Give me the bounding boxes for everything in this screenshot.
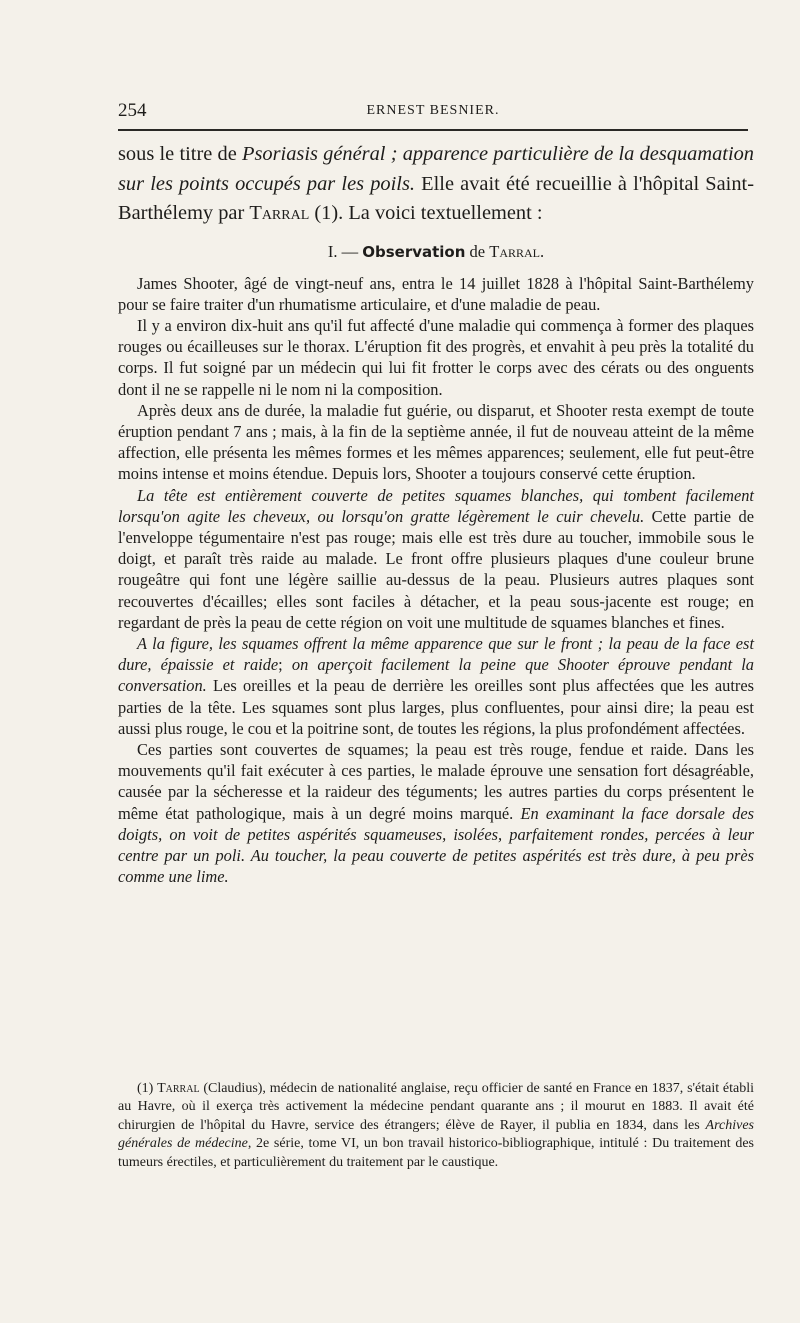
observation-paragraph: Il y a environ dix-huit ans qu'il fut affecté d'une maladie qui commença à former des plaques rouges ou écailleuses sur le thorax. L'éruption fit des progrès, et envahit à peu près la totalité du corps. Il fut soigné par un médecin qui lui fit frotter le corps avec des cérats ou des onguents dont il ne se rappelle ni le nom ni la composition.: [118, 315, 754, 399]
observation-paragraph: [118, 739, 754, 887]
body-text: [118, 140, 754, 887]
observation-de: de: [469, 241, 486, 261]
paragraph-text: Cette partie de l'enveloppe tégumentaire n'est pas rouge; mais elle est très dure au toucher, immobile sous le doigt, et paraît très raide au malade. Le front offre plusieurs plaques d'une couleur brune rougeâtre qui font une légère saillie au-dessus de la peau. Plusieurs autres plaques sont recouvertes d'écailles; elles sont faciles à détacher, et la peau sous-jacente est rouge; en regardant de près la peau de cette région on voit une multitude de squames blanches et fines.: [118, 506, 754, 632]
intro-text: Elle avait été recueillie à l'hôpital Saint-Barthélemy par: [118, 172, 754, 224]
footnote-body: (Claudius), médecin de nationalité anglaise, reçu officier de santé en France en 1837, s'était établi au Havre, où il exerça très activement la médecine pendant quarante ans ; il mourut en 1883. Il avait été chirurgien de l'hôpital du Havre, service des étrangers; élève de Rayer, il publia en 1834, dans les: [118, 1081, 755, 1133]
intro-text: sous le titre de: [118, 143, 243, 165]
observation-paragraph: Après deux ans de durée, la maladie fut guérie, ou disparut, et Shooter resta exempt de toute éruption pendant 7 ans ; mais, à la fin de la septième année, il fut de nouveau atteint de la même affection, elle présenta les mêmes formes et les mêmes apparences; seulement, elle fut peut-être moins intense et moins étendue. Depuis lors, Shooter a toujours conservé cette éruption.: [118, 400, 754, 484]
footnote: [118, 1080, 754, 1172]
header-rule: [118, 129, 748, 131]
footnote-text: [118, 1080, 754, 1172]
paragraph-text: Les oreilles et la peau de derrière les oreilles sont plus affectées que les autres parties de la tête. Les squames sont plus larges, plus confluentes, pour ainsi dire; la peau est aussi plus rouge, le cou et la poitrine sont, de toutes les régions, la plus profondément affectées.: [118, 676, 754, 738]
intro-paragraph: [118, 140, 754, 229]
footnote-body: , 2e série, tome VI, un bon travail historico-bibliographique, intitulé : Du traitement des tumeurs érectiles, et particulièrement du traitement par le caustique.: [118, 1136, 754, 1170]
intro-text: (1). La voici textuellement :: [309, 202, 543, 224]
observation-paragraph: [118, 633, 754, 739]
observation-paragraph: James Shooter, âgé de vingt-neuf ans, entra le 14 juillet 1828 à l'hôpital Saint-Barthélemy pour se faire traiter d'un rhumatisme articulaire, et d'une maladie de peau.: [118, 273, 754, 314]
observation-number: I. —: [327, 241, 359, 261]
italic-text: A la figure, les squames offrent la même apparence que sur le front ; la peau de la face est dure, épaissie et raide: [118, 633, 754, 675]
intro-italic-title: Psoriasis général ; apparence particulière de la desquamation sur les points occupés par les poils.: [118, 143, 754, 195]
paragraph-text: Ces parties sont couvertes de squames; la peau est très rouge, fendue et raide. Dans les mouvements qu'il fait exécuter à ces parties, le malade éprouve une sensation fort désagréable, causée par la sécheresse et la raideur des téguments; les autres parties du corps présentent le même état pathologique, mais à un degré moins marqué.: [118, 739, 754, 823]
italic-text: on aperçoit facilement la peine que Shooter éprouve pendant la conversation.: [118, 655, 755, 696]
observation-heading: [118, 241, 754, 263]
italic-text: La tête est entièrement couverte de petites squames blanches, qui tombent facilement lorsqu'on agite les cheveux, ou lorsqu'on gratte légèrement le cuir chevelu.: [118, 485, 754, 526]
page-number: 254: [118, 100, 147, 121]
footnote-marker: (1): [137, 1081, 158, 1096]
running-title: ERNEST BESNIER.: [366, 103, 500, 118]
running-header: [118, 100, 748, 124]
paragraph-text: ;: [278, 655, 292, 675]
footnote-author: Tarral: [157, 1081, 200, 1096]
italic-text: En examinant la face dorsale des doigts, on voit de petites aspérités squameuses, isolées, parfaitement rondes, percées à leur centre par un poli. Au toucher, la peau couverte de petites aspérités est très dure, à peu près comme une lime.: [118, 803, 754, 887]
footnote-journal: Archives générales de médecine: [118, 1117, 754, 1152]
observation-paragraph: [118, 485, 754, 633]
observation-label: Observation: [362, 242, 466, 261]
intro-author: Tarral: [249, 202, 310, 224]
observation-author: Tarral.: [489, 241, 545, 261]
